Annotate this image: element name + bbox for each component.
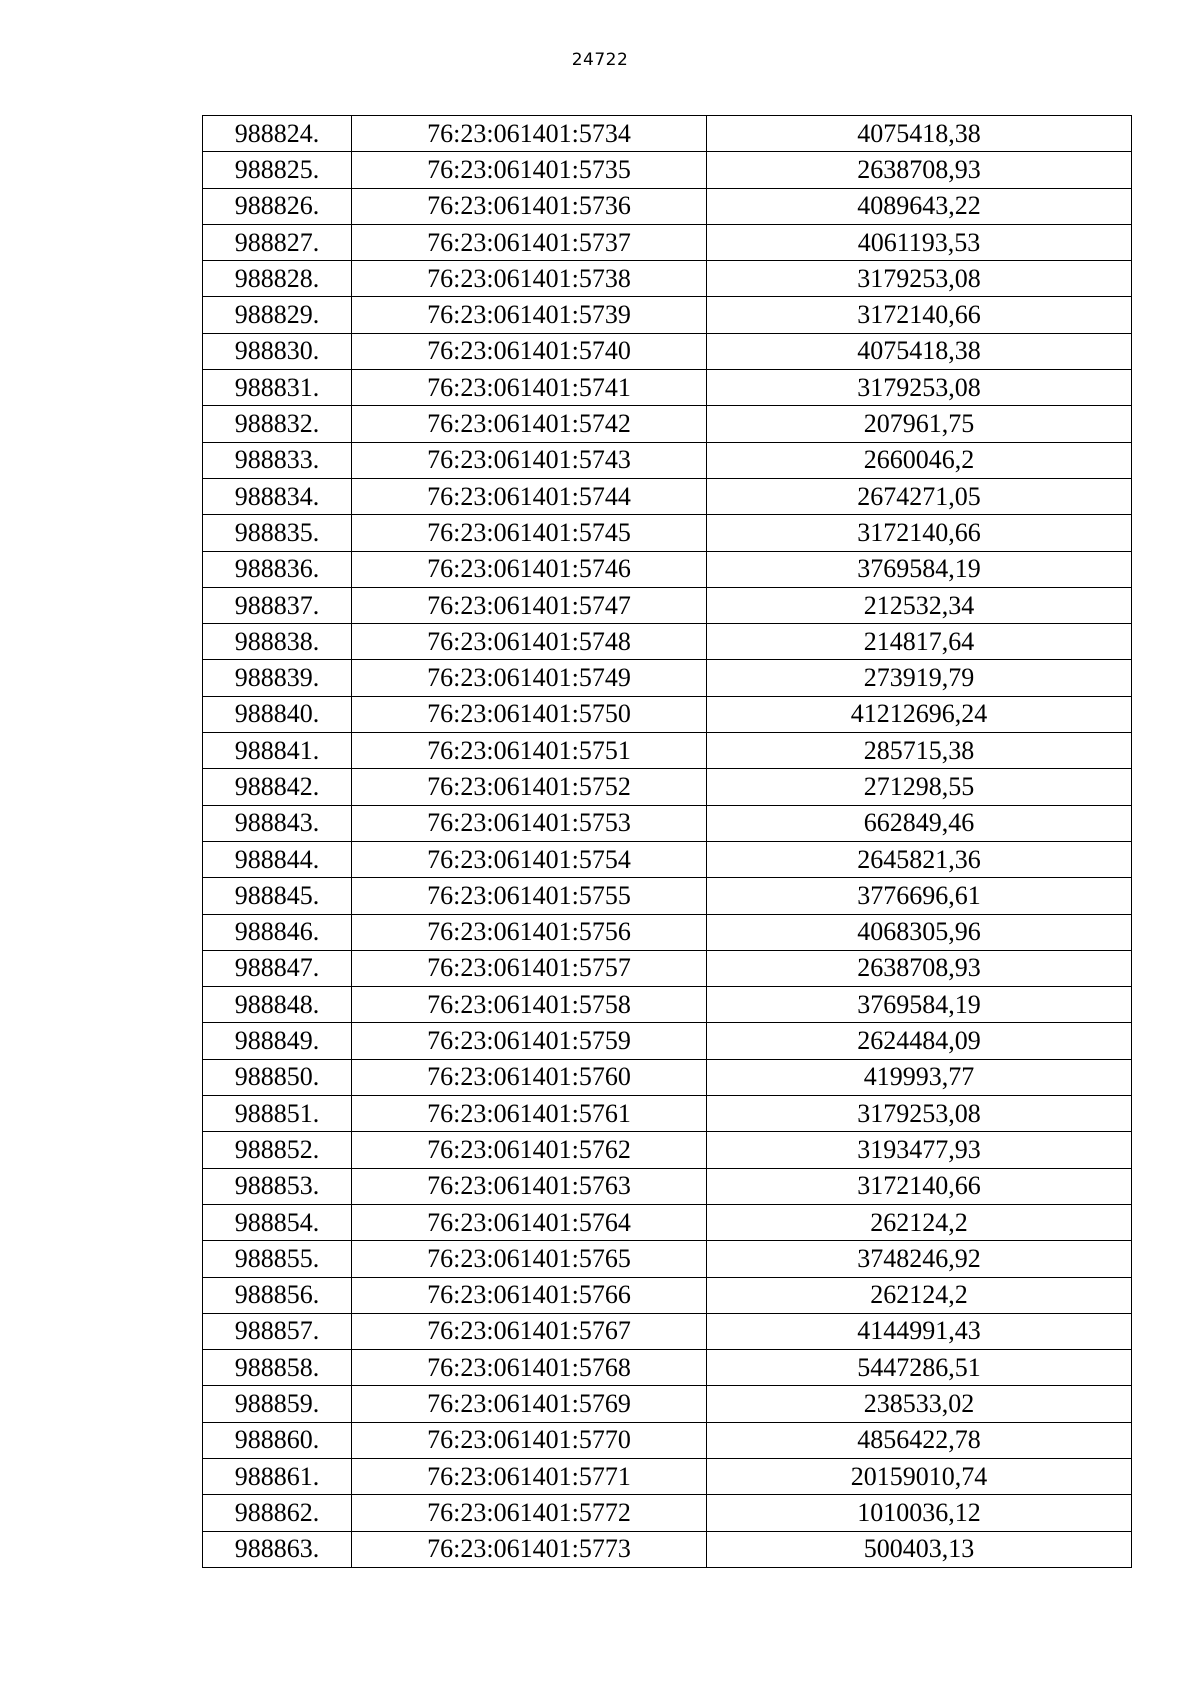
cadastral-number-cell: 76:23:061401:5750 — [352, 696, 707, 732]
cadastral-value-cell: 271298,55 — [707, 769, 1132, 805]
table-row — [203, 1096, 1132, 1132]
row-number-cell: 988850. — [203, 1059, 352, 1095]
row-number-cell: 988828. — [203, 261, 352, 297]
row-number-cell: 988826. — [203, 188, 352, 224]
row-number-cell: 988824. — [203, 116, 352, 152]
row-number-cell: 988841. — [203, 733, 352, 769]
cadastral-number-cell: 76:23:061401:5747 — [352, 587, 707, 623]
table-row — [203, 1277, 1132, 1313]
row-number-cell: 988844. — [203, 841, 352, 877]
cadastral-value-cell: 3172140,66 — [707, 515, 1132, 551]
row-number-cell: 988857. — [203, 1313, 352, 1349]
row-number-cell: 988835. — [203, 515, 352, 551]
cadastral-number-cell: 76:23:061401:5762 — [352, 1132, 707, 1168]
table-row — [203, 1386, 1132, 1422]
table-row — [203, 1132, 1132, 1168]
cadastral-value-cell: 3179253,08 — [707, 370, 1132, 406]
cadastral-number-cell: 76:23:061401:5746 — [352, 551, 707, 587]
cadastral-number-cell: 76:23:061401:5769 — [352, 1386, 707, 1422]
table-row — [203, 1059, 1132, 1095]
row-number-cell: 988839. — [203, 660, 352, 696]
cadastral-value-cell: 3748246,92 — [707, 1241, 1132, 1277]
cadastral-value-cell: 4075418,38 — [707, 116, 1132, 152]
table-row — [203, 333, 1132, 369]
row-number-cell: 988855. — [203, 1241, 352, 1277]
cadastral-value-cell: 419993,77 — [707, 1059, 1132, 1095]
cadastral-value-cell: 262124,2 — [707, 1204, 1132, 1240]
cadastral-number-cell: 76:23:061401:5771 — [352, 1458, 707, 1494]
row-number-cell: 988831. — [203, 370, 352, 406]
cadastral-number-cell: 76:23:061401:5766 — [352, 1277, 707, 1313]
cadastral-value-cell: 4061193,53 — [707, 224, 1132, 260]
row-number-cell: 988846. — [203, 914, 352, 950]
cadastral-value-cell: 662849,46 — [707, 805, 1132, 841]
row-number-cell: 988847. — [203, 950, 352, 986]
table-row — [203, 696, 1132, 732]
table-row — [203, 624, 1132, 660]
table-row — [203, 987, 1132, 1023]
table-row — [203, 406, 1132, 442]
table-row — [203, 515, 1132, 551]
row-number-cell: 988856. — [203, 1277, 352, 1313]
cadastral-value-cell: 212532,34 — [707, 587, 1132, 623]
cadastral-value-cell: 238533,02 — [707, 1386, 1132, 1422]
cadastral-value-cell: 207961,75 — [707, 406, 1132, 442]
row-number-cell: 988832. — [203, 406, 352, 442]
table-row — [203, 478, 1132, 514]
cadastral-number-cell: 76:23:061401:5748 — [352, 624, 707, 660]
row-number-cell: 988838. — [203, 624, 352, 660]
row-number-cell: 988840. — [203, 696, 352, 732]
row-number-cell: 988829. — [203, 297, 352, 333]
table-row — [203, 370, 1132, 406]
table-row — [203, 224, 1132, 260]
row-number-cell: 988858. — [203, 1350, 352, 1386]
row-number-cell: 988849. — [203, 1023, 352, 1059]
table-row — [203, 769, 1132, 805]
table-row — [203, 261, 1132, 297]
row-number-cell: 988859. — [203, 1386, 352, 1422]
page-number: 24722 — [571, 50, 629, 70]
cadastral-number-cell: 76:23:061401:5734 — [352, 116, 707, 152]
cadastral-number-cell: 76:23:061401:5752 — [352, 769, 707, 805]
cadastral-value-cell: 3769584,19 — [707, 551, 1132, 587]
table-row — [203, 442, 1132, 478]
cadastral-number-cell: 76:23:061401:5736 — [352, 188, 707, 224]
row-number-cell: 988842. — [203, 769, 352, 805]
cadastral-value-cell: 2674271,05 — [707, 478, 1132, 514]
cadastral-number-cell: 76:23:061401:5760 — [352, 1059, 707, 1095]
cadastral-value-table — [202, 115, 1132, 1568]
cadastral-number-cell: 76:23:061401:5740 — [352, 333, 707, 369]
row-number-cell: 988827. — [203, 224, 352, 260]
row-number-cell: 988830. — [203, 333, 352, 369]
table-row — [203, 805, 1132, 841]
cadastral-number-cell: 76:23:061401:5749 — [352, 660, 707, 696]
row-number-cell: 988845. — [203, 878, 352, 914]
row-number-cell: 988836. — [203, 551, 352, 587]
row-number-cell: 988851. — [203, 1096, 352, 1132]
cadastral-value-cell: 4068305,96 — [707, 914, 1132, 950]
cadastral-number-cell: 76:23:061401:5741 — [352, 370, 707, 406]
cadastral-number-cell: 76:23:061401:5768 — [352, 1350, 707, 1386]
row-number-cell: 988834. — [203, 478, 352, 514]
cadastral-number-cell: 76:23:061401:5764 — [352, 1204, 707, 1240]
row-number-cell: 988843. — [203, 805, 352, 841]
cadastral-number-cell: 76:23:061401:5754 — [352, 841, 707, 877]
table-row — [203, 1313, 1132, 1349]
cadastral-value-cell: 3172140,66 — [707, 1168, 1132, 1204]
cadastral-value-cell: 2638708,93 — [707, 152, 1132, 188]
cadastral-value-cell: 285715,38 — [707, 733, 1132, 769]
cadastral-number-cell: 76:23:061401:5765 — [352, 1241, 707, 1277]
table-row — [203, 551, 1132, 587]
row-number-cell: 988860. — [203, 1422, 352, 1458]
table-row — [203, 1204, 1132, 1240]
table-row — [203, 188, 1132, 224]
cadastral-value-cell: 2645821,36 — [707, 841, 1132, 877]
table-row — [203, 152, 1132, 188]
cadastral-value-cell: 4089643,22 — [707, 188, 1132, 224]
row-number-cell: 988837. — [203, 587, 352, 623]
cadastral-number-cell: 76:23:061401:5758 — [352, 987, 707, 1023]
table-row — [203, 1241, 1132, 1277]
cadastral-number-cell: 76:23:061401:5743 — [352, 442, 707, 478]
table-row — [203, 878, 1132, 914]
table-row — [203, 1023, 1132, 1059]
row-number-cell: 988833. — [203, 442, 352, 478]
cadastral-number-cell: 76:23:061401:5738 — [352, 261, 707, 297]
table-row — [203, 1495, 1132, 1531]
cadastral-number-cell: 76:23:061401:5744 — [352, 478, 707, 514]
cadastral-number-cell: 76:23:061401:5763 — [352, 1168, 707, 1204]
cadastral-value-cell: 4075418,38 — [707, 333, 1132, 369]
cadastral-number-cell: 76:23:061401:5773 — [352, 1531, 707, 1567]
cadastral-number-cell: 76:23:061401:5757 — [352, 950, 707, 986]
cadastral-value-cell: 3769584,19 — [707, 987, 1132, 1023]
cadastral-value-cell: 3172140,66 — [707, 297, 1132, 333]
cadastral-value-cell: 4144991,43 — [707, 1313, 1132, 1349]
cadastral-number-cell: 76:23:061401:5767 — [352, 1313, 707, 1349]
cadastral-number-cell: 76:23:061401:5742 — [352, 406, 707, 442]
cadastral-value-cell: 3776696,61 — [707, 878, 1132, 914]
cadastral-value-cell: 262124,2 — [707, 1277, 1132, 1313]
cadastral-value-cell: 273919,79 — [707, 660, 1132, 696]
cadastral-number-cell: 76:23:061401:5770 — [352, 1422, 707, 1458]
cadastral-number-cell: 76:23:061401:5735 — [352, 152, 707, 188]
table-body — [203, 116, 1132, 1568]
cadastral-number-cell: 76:23:061401:5756 — [352, 914, 707, 950]
cadastral-number-cell: 76:23:061401:5755 — [352, 878, 707, 914]
row-number-cell: 988852. — [203, 1132, 352, 1168]
cadastral-value-cell: 5447286,51 — [707, 1350, 1132, 1386]
row-number-cell: 988848. — [203, 987, 352, 1023]
cadastral-value-cell: 3193477,93 — [707, 1132, 1132, 1168]
cadastral-value-cell: 20159010,74 — [707, 1458, 1132, 1494]
cadastral-number-cell: 76:23:061401:5737 — [352, 224, 707, 260]
table-row — [203, 733, 1132, 769]
row-number-cell: 988862. — [203, 1495, 352, 1531]
cadastral-number-cell: 76:23:061401:5751 — [352, 733, 707, 769]
cadastral-number-cell: 76:23:061401:5745 — [352, 515, 707, 551]
cadastral-value-cell: 41212696,24 — [707, 696, 1132, 732]
cadastral-number-cell: 76:23:061401:5761 — [352, 1096, 707, 1132]
table-row — [203, 841, 1132, 877]
cadastral-value-cell: 1010036,12 — [707, 1495, 1132, 1531]
cadastral-number-cell: 76:23:061401:5753 — [352, 805, 707, 841]
table-row — [203, 587, 1132, 623]
cadastral-value-cell: 214817,64 — [707, 624, 1132, 660]
cadastral-value-cell: 3179253,08 — [707, 261, 1132, 297]
table-row — [203, 1350, 1132, 1386]
table-row — [203, 1458, 1132, 1494]
row-number-cell: 988863. — [203, 1531, 352, 1567]
table-row — [203, 914, 1132, 950]
cadastral-value-cell: 2624484,09 — [707, 1023, 1132, 1059]
row-number-cell: 988861. — [203, 1458, 352, 1494]
cadastral-value-cell: 500403,13 — [707, 1531, 1132, 1567]
table-row — [203, 116, 1132, 152]
row-number-cell: 988853. — [203, 1168, 352, 1204]
row-number-cell: 988854. — [203, 1204, 352, 1240]
table-row — [203, 660, 1132, 696]
cadastral-value-cell: 3179253,08 — [707, 1096, 1132, 1132]
table-row — [203, 1422, 1132, 1458]
cadastral-value-cell: 2638708,93 — [707, 950, 1132, 986]
cadastral-number-cell: 76:23:061401:5739 — [352, 297, 707, 333]
cadastral-number-cell: 76:23:061401:5772 — [352, 1495, 707, 1531]
table-row — [203, 1531, 1132, 1567]
cadastral-number-cell: 76:23:061401:5759 — [352, 1023, 707, 1059]
cadastral-value-cell: 4856422,78 — [707, 1422, 1132, 1458]
table-row — [203, 297, 1132, 333]
row-number-cell: 988825. — [203, 152, 352, 188]
table-row — [203, 1168, 1132, 1204]
cadastral-value-cell: 2660046,2 — [707, 442, 1132, 478]
table-row — [203, 950, 1132, 986]
